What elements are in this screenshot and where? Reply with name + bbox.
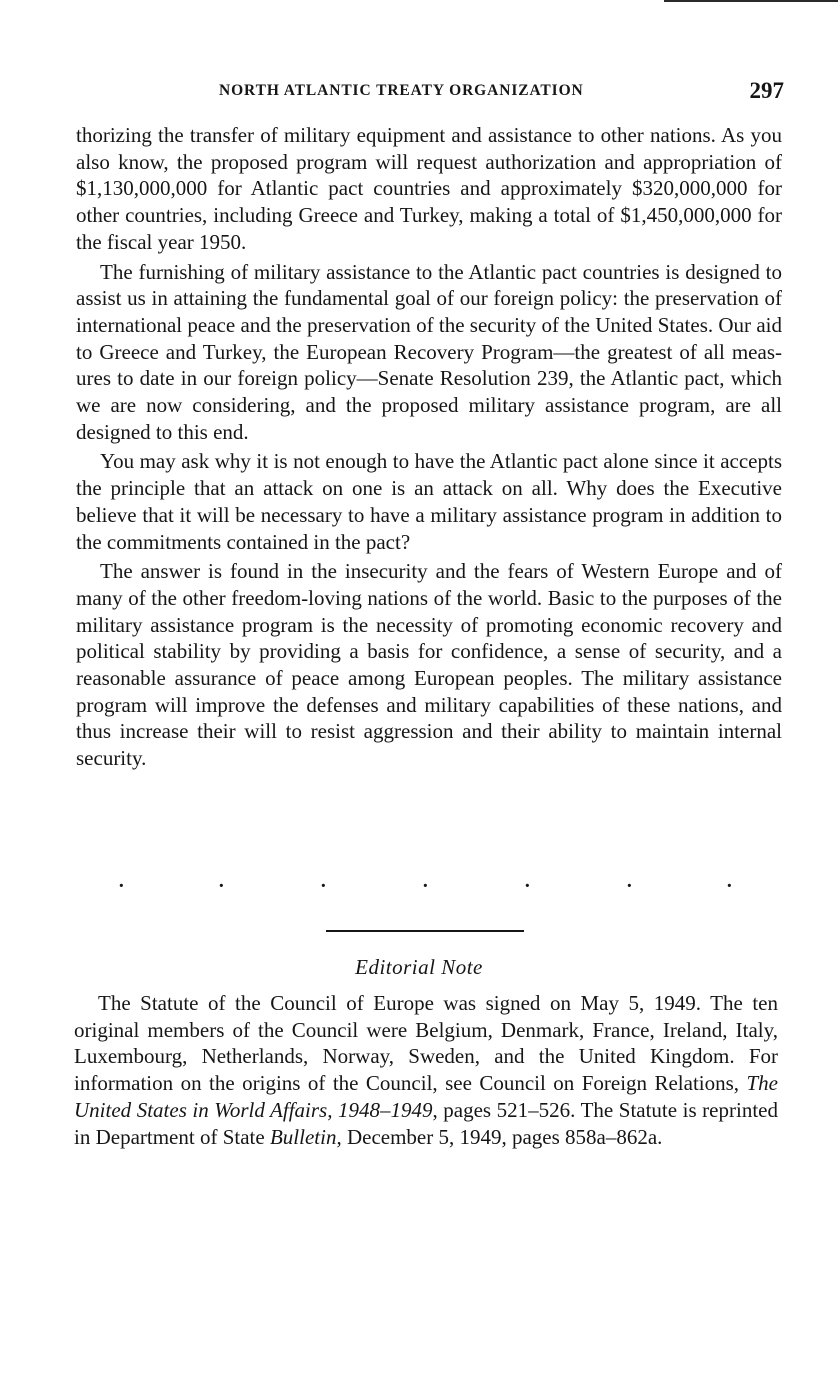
- note-book-title: The United States in World Affairs, 1948–1949: [74, 1071, 778, 1122]
- ellipsis-dot: ·: [320, 875, 327, 897]
- top-edge-rule: [664, 0, 838, 2]
- editorial-note-title: Editorial Note: [355, 955, 483, 979]
- ellipsis-dot: ·: [218, 875, 225, 897]
- page-number: 297: [749, 78, 784, 103]
- paragraph: The furnishing of military assistance to the Atlantic pact countries is designed to assist us in attaining the fundamental goal of our foreign policy: the preservation of international peace and the preservation of the security of the United States. Our aid to Greece and Turkey, the European Recovery Program—the greatest of all measures to date in our foreign policy—Senate Resolution 239, the Atlantic pact, which we are now considering, and the proposed military assistance program, are all designed to this end.: [76, 259, 782, 444]
- editorial-note-text: [74, 990, 778, 1150]
- ellipsis-dot: ·: [422, 875, 429, 897]
- note-bulletin-title: Bulletin: [269, 1124, 337, 1149]
- note-text-part3: , December 5, 1949, pages 858a–862a.: [336, 1124, 663, 1149]
- ellipsis-dot: ·: [726, 875, 733, 897]
- page-header: [76, 78, 784, 108]
- ellipsis-dot: ·: [524, 875, 531, 897]
- paragraph: The answer is found in the insecurity and the fears of Western Europe and of many of the other freedom-loving nations of the world. Basic to the purposes of the military assistance program is the necessity of promoting economic recovery and political stability by providing a basis for confidence, a sense of security, and a reasonable assurance of peace among European peoples. The military assistance program will improve the defenses and military capabilities of these nations, and thus increase their will to resist aggression and their ability to maintain internal security.: [76, 559, 782, 771]
- ellipsis-dot: ·: [626, 875, 633, 897]
- running-head: NORTH ATLANTIC TREATY ORGANIZATION: [219, 82, 584, 99]
- ellipsis-row: [76, 876, 782, 900]
- body-text: [76, 122, 782, 775]
- section-divider: [326, 930, 524, 932]
- paragraph: You may ask why it is not enough to have the Atlantic pact alone since it accepts the principle that an attack on one is an attack on all. Why does the Executive believe that it will be necessary to have a military assistance program in addition to the commitments contained in the pact?: [76, 449, 782, 554]
- note-text-part1: The Statute of the Council of Europe was signed on May 5, 1949. The ten original members of the Council were Belgium, Denmark, France, Ireland, Italy, Luxembourg, Netherlands, Norway, Sweden, and the United Kingdom. For information on the origins of the Council, see Council on Foreign Relations,: [74, 991, 778, 1096]
- paragraph-continued: thorizing the transfer of military equipment and assistance to other nations. As you also know, the proposed program will request authorization and appropriation of $1,130,000,000 for Atlantic pact countries and approximately $320,000,000 for other countries, including Greece and Turkey, making a total of $1,450,000,000 for the fiscal year 1950.: [76, 123, 782, 254]
- ellipsis-dot: ·: [118, 875, 125, 897]
- note-text-part2: , pages 521–526. The Statute is reprinted in Department of State: [74, 1097, 778, 1149]
